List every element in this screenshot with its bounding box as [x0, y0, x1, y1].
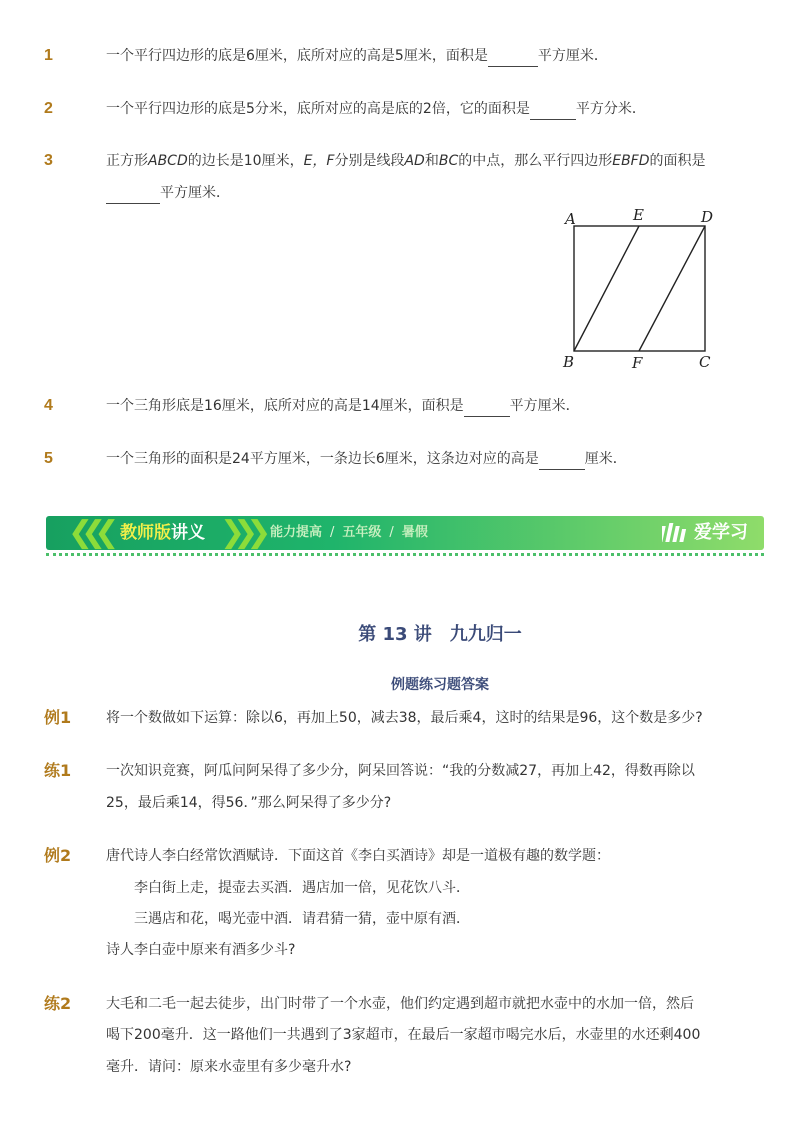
practice-2-line-1: 大毛和二毛一起去徒步，出门时带了一个水壶，他们约定遇到超市就把水壶中的水加一倍，然后	[106, 996, 694, 1012]
q3-text-b: 的边长是10厘米，	[187, 153, 304, 169]
question-3-line-1	[106, 150, 706, 172]
q3-text-a: 正方形	[106, 153, 148, 169]
example-2-question: 诗人李白壶中原来有酒多少斗?	[106, 942, 296, 958]
question-4-before: 一个三角形底是16厘米，底所对应的高是14厘米，面积是	[106, 398, 464, 414]
example-2-poem-line-2: 三遇店和花，喝光壶中酒．请君猜一猜，壶中原有酒．	[134, 911, 470, 927]
crumb-term: 暑假	[401, 525, 428, 540]
q3-text-c: 分别是线段	[334, 153, 405, 169]
q3-text-f: 的面积是	[649, 153, 706, 169]
right-chevrons-icon: ❯❯❯	[220, 515, 260, 550]
vertex-label-f: F	[632, 354, 643, 372]
question-2-text	[106, 98, 646, 120]
question-number-5: 5	[44, 450, 53, 467]
answer-blank-4	[464, 400, 510, 417]
crumb-level: 能力提高	[270, 525, 323, 540]
question-3-line-2	[106, 182, 230, 204]
answer-blank-1	[488, 50, 538, 67]
lecture-subtitle: 例题练习题答案	[391, 677, 489, 693]
example-2-line-1: 唐代诗人李白经常饮酒赋诗．下面这首《李白买酒诗》却是一道极有趣的数学题：	[106, 848, 610, 864]
q3-text-after: 平方厘米．	[160, 185, 230, 201]
segment-df	[639, 226, 705, 351]
vertex-label-a: A	[565, 210, 576, 228]
example-1-line-1: 将一个数做如下运算：除以6，再加上50，减去38，最后乘4，这时的结果是96，这个数是多少?	[106, 710, 703, 726]
example-label-1: 例1	[44, 708, 72, 727]
vertex-label-e: E	[633, 206, 644, 224]
question-4-after: 平方厘米．	[509, 398, 580, 414]
q3-var-ef: E，F	[303, 153, 335, 169]
question-1-text	[106, 45, 608, 67]
square-abcd	[574, 226, 705, 351]
question-5-before: 一个三角形的面积是24平方厘米，一条边长6厘米，这条边对应的高是	[106, 451, 539, 467]
banner-dotted-line	[46, 553, 764, 556]
lecture-title: 第 13 讲 九九归一	[358, 624, 522, 645]
q3-var-abcd: ABCD	[148, 153, 188, 169]
example-2-poem-line-1: 李白街上走，提壶去买酒．遇店加一倍，见花饮八斗．	[134, 880, 470, 896]
q3-var-bc: BC	[438, 153, 459, 169]
question-5-text	[106, 448, 627, 470]
question-number-2: 2	[44, 100, 53, 117]
question-4-text	[106, 395, 580, 417]
question-2-before: 一个平行四边形的底是5分米，底所对应的高是底的2倍，它的面积是	[106, 101, 530, 117]
vertex-label-c: C	[699, 353, 711, 371]
answer-blank-2	[530, 103, 576, 120]
answer-blank-5	[539, 453, 585, 470]
q3-text-e: 的中点，那么平行四边形	[458, 153, 613, 169]
banner-title	[120, 516, 205, 550]
banner-title-part1: 教师版	[120, 523, 171, 543]
question-number-4: 4	[44, 397, 53, 414]
question-number-3: 3	[44, 152, 53, 169]
question-number-1: 1	[44, 47, 53, 64]
segment-eb	[574, 226, 639, 351]
vertex-label-d: D	[701, 208, 714, 226]
brand-name: 爱学习	[694, 522, 748, 543]
q3-text-d: 和	[424, 153, 439, 169]
question-5-after: 厘米．	[584, 451, 627, 467]
q3-var-ebfd: EBFD	[612, 153, 650, 169]
practice-2-line-3: 毫升．请问：原来水壶里有多少毫升水?	[106, 1059, 352, 1075]
question-1-after: 平方厘米．	[537, 48, 608, 64]
practice-1-line-1: 一次知识竞赛，阿瓜问阿呆得了多少分，阿呆回答说：“我的分数减27，再加上42，得数再除以	[106, 763, 695, 779]
crumb-grade: 五年级	[342, 525, 382, 540]
q3-var-ad: AD	[404, 153, 425, 169]
practice-label-1: 练1	[44, 761, 72, 780]
breadcrumb: 能力提高 / 五年级 / 暑假	[270, 525, 428, 540]
example-label-2: 例2	[44, 846, 72, 865]
left-chevrons-icon: ❮❮❮	[68, 515, 108, 550]
answer-blank-3	[106, 187, 160, 204]
banner-title-part2: 讲义	[171, 523, 205, 543]
square-parallelogram-figure	[555, 200, 725, 375]
practice-2-line-2: 喝下200毫升．这一路他们一共遇到了3家超市，在最后一家超市喝完水后，水壶里的水还剩400	[106, 1027, 701, 1043]
question-1-before: 一个平行四边形的底是6厘米，底所对应的高是5厘米，面积是	[106, 48, 488, 64]
vertex-label-b: B	[563, 353, 575, 371]
practice-1-line-2: 25，最后乘14，得56．”那么阿呆得了多少分?	[106, 795, 392, 811]
brand-logo-icon	[662, 520, 690, 546]
question-2-after: 平方分米．	[575, 101, 646, 117]
practice-label-2: 练2	[44, 994, 72, 1013]
